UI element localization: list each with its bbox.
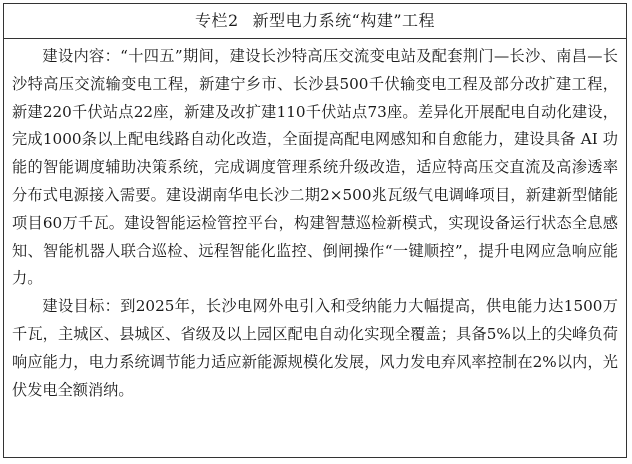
column-title-bar bbox=[4, 4, 626, 39]
column-content bbox=[4, 39, 626, 404]
paragraph-construction-content: 建设内容：“十四五”期间，建设长沙特高压交流变电站及配套荆门—长沙、南昌—长沙特高压交流输变电工程，新建宁乡市、长沙县500千伏输变电工程及部分改扩建工程，新建220千伏站点22座，新建及改扩建110千伏站点73座。差异化开展配电自动化建设，完成1000条以上配电线路自动化改造，全面提高配电网感知和自愈能力，建设具备 AI 功能的智能调度辅助决策系统，完成调度管理系统升级改造，适应特高压交直流及高渗透率分布式电源接入需要。建设湖南华电长沙二期2×500兆瓦级气电调峰项目，新建新型储能项目60万千瓦。建设智能运检管控平台，构建智慧巡检新模式，实现设备运行状态全息感知、智能机器人联合巡检、远程智能化监控、倒闸操作“一键顺控”，提升电网应急响应能力。 bbox=[12, 47, 618, 288]
column-title: 新型电力系统“构建”工程 bbox=[252, 11, 436, 30]
column-box bbox=[3, 3, 627, 458]
column-number: 专栏2 bbox=[194, 11, 239, 30]
paragraph-construction-goals: 建设目标：到2025年，长沙电网外电引入和受纳能力大幅提高，供电能力达1500万千瓦，主城区、县城区、省级及以上园区配电自动化实现全覆盖；具备5%以上的尖峰负荷响应能力，电力系统调节能力适应新能源规模化发展，风力发电弃风率控制在2%以内，光伏发电全额消纳。 bbox=[12, 297, 618, 399]
